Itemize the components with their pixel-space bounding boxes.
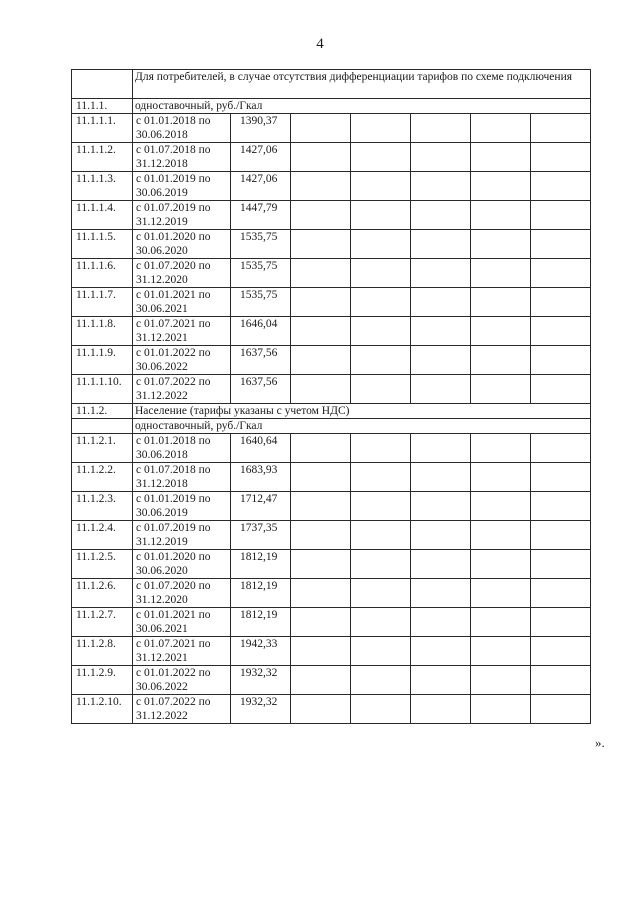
period-start: с 01.07.2019 по (136, 202, 211, 214)
empty-cell (411, 579, 471, 608)
row-value: 1932,32 (231, 666, 291, 695)
empty-cell (471, 579, 531, 608)
closing-quote: ». (595, 735, 605, 750)
empty-cell (411, 521, 471, 550)
empty-cell (351, 375, 411, 404)
empty-cell (351, 521, 411, 550)
row-period (133, 521, 231, 550)
empty-cell (411, 172, 471, 201)
empty-cell (531, 259, 591, 288)
empty-cell (471, 375, 531, 404)
empty-cell (411, 434, 471, 463)
row-period (133, 492, 231, 521)
empty-cell (531, 230, 591, 259)
row-period (133, 463, 231, 492)
row-number: 11.1.2.9. (72, 666, 133, 695)
period-start: с 01.07.2020 по (136, 580, 211, 592)
row-number: 11.1.1.5. (72, 230, 133, 259)
period-start: с 01.01.2018 по (136, 435, 211, 447)
empty-cell (291, 114, 351, 143)
section-heading: Население (тарифы указаны с учетом НДС) (133, 404, 591, 419)
empty-cell (351, 550, 411, 579)
empty-cell (291, 230, 351, 259)
empty-cell (351, 288, 411, 317)
row-value: 1932,32 (231, 695, 291, 724)
empty-cell (351, 579, 411, 608)
empty-cell (351, 317, 411, 346)
row-period (133, 201, 231, 230)
row-period (133, 114, 231, 143)
empty-cell (531, 521, 591, 550)
row-number: 11.1.1.8. (72, 317, 133, 346)
period-end: 30.06.2020 (136, 565, 188, 577)
empty-cell (471, 230, 531, 259)
row-value: 1535,75 (231, 288, 291, 317)
empty-cell (411, 317, 471, 346)
period-end: 31.12.2020 (136, 594, 188, 606)
row-period (133, 695, 231, 724)
table-row (72, 608, 591, 637)
row-number: 11.1.1.1. (72, 114, 133, 143)
empty-cell (471, 114, 531, 143)
table-row (72, 666, 591, 695)
row-number: 11.1.2.4. (72, 521, 133, 550)
empty-cell (531, 317, 591, 346)
empty-cell (291, 666, 351, 695)
empty-cell (471, 521, 531, 550)
empty-cell (411, 463, 471, 492)
empty-cell (471, 143, 531, 172)
row-number: 11.1.1.6. (72, 259, 133, 288)
empty-cell (351, 666, 411, 695)
empty-cell (351, 434, 411, 463)
row-number: 11.1.1.3. (72, 172, 133, 201)
empty-cell (411, 114, 471, 143)
empty-cell (291, 579, 351, 608)
empty-cell (351, 695, 411, 724)
row-number: 11.1.1.10. (72, 375, 133, 404)
empty-cell (351, 608, 411, 637)
period-start: с 01.07.2021 по (136, 638, 211, 650)
empty-cell (411, 230, 471, 259)
empty-cell (411, 492, 471, 521)
period-start: с 01.01.2020 по (136, 231, 211, 243)
section-label: одноставочный, руб./Гкал (133, 419, 591, 434)
period-end: 31.12.2020 (136, 274, 188, 286)
period-start: с 01.07.2018 по (136, 464, 211, 476)
empty-cell (471, 172, 531, 201)
row-value: 1942,33 (231, 637, 291, 666)
empty-cell (351, 637, 411, 666)
table-row (72, 201, 591, 230)
row-value: 1712,47 (231, 492, 291, 521)
empty-cell (291, 492, 351, 521)
period-start: с 01.01.2022 по (136, 667, 211, 679)
row-value: 1812,19 (231, 579, 291, 608)
empty-cell (471, 346, 531, 375)
period-end: 31.12.2022 (136, 710, 188, 722)
empty-cell (291, 637, 351, 666)
row-period (133, 637, 231, 666)
table-row (72, 230, 591, 259)
section-row (72, 404, 591, 419)
row-period (133, 579, 231, 608)
row-period (133, 172, 231, 201)
table-row (72, 288, 591, 317)
period-end: 31.12.2018 (136, 478, 188, 490)
period-start: с 01.07.2022 по (136, 696, 211, 708)
period-start: с 01.01.2021 по (136, 609, 211, 621)
row-period (133, 230, 231, 259)
empty-cell (531, 695, 591, 724)
empty-cell (531, 346, 591, 375)
row-value: 1447,79 (231, 201, 291, 230)
empty-cell (471, 434, 531, 463)
row-number: 11.1.2.5. (72, 550, 133, 579)
row-period (133, 608, 231, 637)
period-end: 30.06.2022 (136, 361, 188, 373)
period-end: 30.06.2018 (136, 449, 188, 461)
period-start: с 01.07.2022 по (136, 376, 211, 388)
row-value: 1646,04 (231, 317, 291, 346)
row-number: 11.1.1.4. (72, 201, 133, 230)
row-value: 1427,06 (231, 172, 291, 201)
empty-cell (471, 317, 531, 346)
period-end: 31.12.2022 (136, 390, 188, 402)
row-number: 11.1.2.7. (72, 608, 133, 637)
row-number: 11.1.2.3. (72, 492, 133, 521)
row-period (133, 143, 231, 172)
section-row (72, 99, 591, 114)
row-number: 11.1.2.10. (72, 695, 133, 724)
section-number: 11.1.2. (72, 404, 133, 419)
period-start: с 01.07.2018 по (136, 144, 211, 156)
period-end: 30.06.2020 (136, 245, 188, 257)
empty-cell (411, 346, 471, 375)
page-number: 4 (316, 36, 324, 52)
empty-cell (351, 172, 411, 201)
table-row (72, 114, 591, 143)
row-period (133, 666, 231, 695)
table-row (72, 579, 591, 608)
empty-cell (291, 201, 351, 230)
table-row (72, 695, 591, 724)
empty-cell (411, 695, 471, 724)
table-row (72, 172, 591, 201)
empty-cell (531, 172, 591, 201)
empty-cell (531, 143, 591, 172)
empty-cell (351, 143, 411, 172)
row-number: 11.1.2.2. (72, 463, 133, 492)
period-end: 30.06.2022 (136, 681, 188, 693)
empty-cell (471, 637, 531, 666)
empty-cell (411, 375, 471, 404)
empty-cell (531, 201, 591, 230)
period-end: 30.06.2019 (136, 507, 188, 519)
row-value: 1427,06 (231, 143, 291, 172)
period-end: 31.12.2019 (136, 536, 188, 548)
row-number: 11.1.2.8. (72, 637, 133, 666)
empty-cell (291, 521, 351, 550)
row-number: 11.1.2.1. (72, 434, 133, 463)
table-row (72, 463, 591, 492)
empty-cell (72, 419, 133, 434)
row-value: 1535,75 (231, 259, 291, 288)
row-value: 1812,19 (231, 608, 291, 637)
empty-cell (291, 434, 351, 463)
empty-cell (411, 288, 471, 317)
row-number: 11.1.1.9. (72, 346, 133, 375)
empty-cell (531, 666, 591, 695)
table-row (72, 521, 591, 550)
period-start: с 01.07.2019 по (136, 522, 211, 534)
row-value: 1535,75 (231, 230, 291, 259)
empty-cell (531, 637, 591, 666)
empty-cell (471, 288, 531, 317)
table-body (72, 70, 591, 724)
empty-cell (411, 550, 471, 579)
table-row (72, 259, 591, 288)
empty-cell (471, 463, 531, 492)
row-period (133, 434, 231, 463)
period-end: 31.12.2019 (136, 216, 188, 228)
period-start: с 01.07.2020 по (136, 260, 211, 272)
row-value: 1683,93 (231, 463, 291, 492)
period-start: с 01.07.2021 по (136, 318, 211, 330)
period-start: с 01.01.2019 по (136, 173, 211, 185)
empty-cell (351, 230, 411, 259)
table-row (72, 143, 591, 172)
table-row (72, 492, 591, 521)
empty-cell (531, 492, 591, 521)
empty-cell (291, 695, 351, 724)
row-value: 1637,56 (231, 346, 291, 375)
period-start: с 01.01.2018 по (136, 115, 211, 127)
empty-cell (291, 346, 351, 375)
table-row (72, 375, 591, 404)
empty-cell (351, 114, 411, 143)
empty-cell (411, 666, 471, 695)
group-heading-row (72, 70, 591, 99)
empty-cell (531, 288, 591, 317)
empty-cell (291, 463, 351, 492)
empty-cell (471, 259, 531, 288)
table-row (72, 346, 591, 375)
empty-cell (291, 172, 351, 201)
group-heading: Для потребителей, в случае отсутствия дифференциации тарифов по схеме подключения (133, 70, 591, 99)
period-start: с 01.01.2019 по (136, 493, 211, 505)
empty-cell (291, 608, 351, 637)
table-row (72, 434, 591, 463)
row-period (133, 288, 231, 317)
period-end: 31.12.2021 (136, 652, 188, 664)
row-value: 1640,64 (231, 434, 291, 463)
row-period (133, 346, 231, 375)
row-number: 11.1.2.6. (72, 579, 133, 608)
empty-cell (531, 608, 591, 637)
row-value: 1637,56 (231, 375, 291, 404)
table-row (72, 317, 591, 346)
empty-cell (531, 550, 591, 579)
period-end: 30.06.2021 (136, 623, 188, 635)
row-number: 11.1.1.2. (72, 143, 133, 172)
row-period (133, 375, 231, 404)
table-row (72, 637, 591, 666)
period-start: с 01.01.2020 по (136, 551, 211, 563)
empty-cell (471, 608, 531, 637)
row-value: 1390,37 (231, 114, 291, 143)
empty-cell (351, 259, 411, 288)
row-value: 1812,19 (231, 550, 291, 579)
row-period (133, 317, 231, 346)
empty-cell (471, 550, 531, 579)
period-end: 30.06.2021 (136, 303, 188, 315)
period-end: 30.06.2019 (136, 187, 188, 199)
section-label: одноставочный, руб./Гкал (133, 99, 591, 114)
empty-cell (531, 375, 591, 404)
row-period (133, 550, 231, 579)
table-row (72, 550, 591, 579)
period-end: 30.06.2018 (136, 129, 188, 141)
empty-cell (351, 346, 411, 375)
empty-cell (531, 463, 591, 492)
empty-cell (471, 201, 531, 230)
period-start: с 01.01.2021 по (136, 289, 211, 301)
empty-cell (351, 463, 411, 492)
empty-cell (291, 288, 351, 317)
row-period (133, 259, 231, 288)
empty-cell (531, 579, 591, 608)
empty-cell (411, 259, 471, 288)
empty-cell (291, 550, 351, 579)
empty-cell (351, 492, 411, 521)
empty-cell (291, 375, 351, 404)
empty-cell (411, 201, 471, 230)
empty-cell (72, 70, 133, 99)
section-number: 11.1.1. (72, 99, 133, 114)
empty-cell (471, 492, 531, 521)
empty-cell (411, 143, 471, 172)
empty-cell (291, 317, 351, 346)
empty-cell (531, 114, 591, 143)
period-start: с 01.01.2022 по (136, 347, 211, 359)
empty-cell (471, 695, 531, 724)
period-end: 31.12.2021 (136, 332, 188, 344)
row-number: 11.1.1.7. (72, 288, 133, 317)
empty-cell (411, 637, 471, 666)
empty-cell (351, 201, 411, 230)
tariff-table (71, 69, 591, 724)
section-row (72, 419, 591, 434)
empty-cell (531, 434, 591, 463)
empty-cell (291, 259, 351, 288)
period-end: 31.12.2018 (136, 158, 188, 170)
empty-cell (411, 608, 471, 637)
empty-cell (471, 666, 531, 695)
empty-cell (291, 143, 351, 172)
row-value: 1737,35 (231, 521, 291, 550)
